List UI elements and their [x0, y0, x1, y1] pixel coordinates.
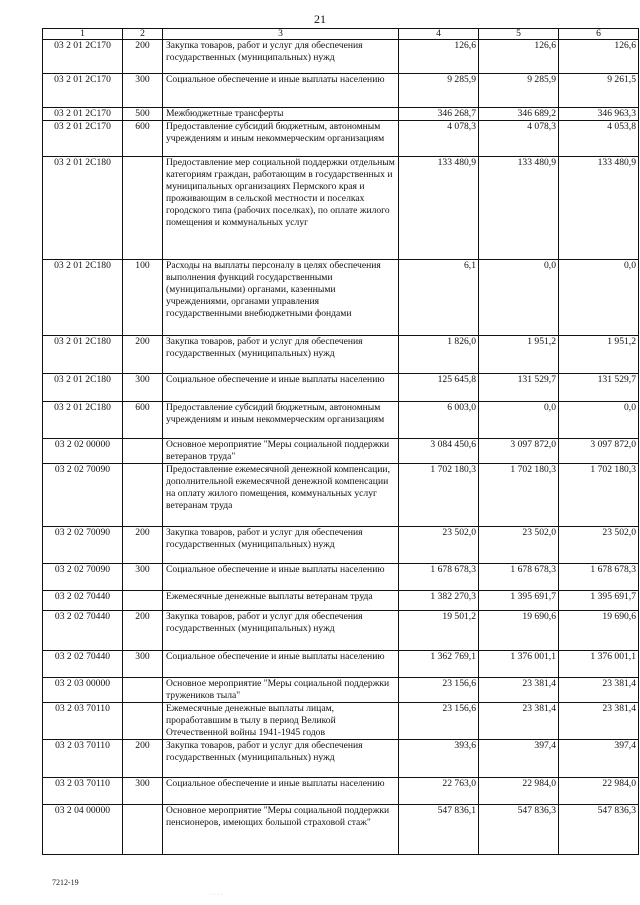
table-row	[43, 336, 639, 374]
row-code: 03 2 02 00000	[43, 439, 123, 464]
row-name: Социальное обеспечение и иные выплаты населению	[163, 374, 399, 402]
row-value-col5: 4 078,3	[479, 121, 559, 157]
row-expense-type	[123, 591, 163, 611]
row-value-col6: 346 963,3	[559, 108, 639, 121]
row-value-col6: 547 836,3	[559, 805, 639, 855]
table-row	[43, 740, 639, 778]
row-value-col6: 23 381,4	[559, 678, 639, 703]
row-value-col4: 1 678 678,3	[399, 564, 479, 591]
row-value-col5: 23 381,4	[479, 678, 559, 703]
row-value-col5: 547 836,3	[479, 805, 559, 855]
scan-mark: · · · ·	[210, 892, 223, 898]
row-value-col4: 4 078,3	[399, 121, 479, 157]
row-value-col5: 0,0	[479, 260, 559, 336]
row-code: 03 2 01 2С170	[43, 40, 123, 74]
row-value-col6: 23 381,4	[559, 703, 639, 740]
table-body	[43, 40, 639, 855]
row-value-col6: 4 053,8	[559, 121, 639, 157]
row-name: Предоставление ежемесячной денежной компенсации, дополнительной ежемесячной денежной компенсации на оплату жилого помещения, коммунальных услуг ветеранам труда	[163, 464, 399, 527]
row-value-col4: 22 763,0	[399, 778, 479, 805]
table-row	[43, 157, 639, 260]
row-value-col6: 3 097 872,0	[559, 439, 639, 464]
table-row	[43, 564, 639, 591]
row-name: Закупка товаров, работ и услуг для обеспечения государственных (муниципальных) нужд	[163, 740, 399, 778]
row-value-col5: 3 097 872,0	[479, 439, 559, 464]
row-expense-type: 100	[123, 260, 163, 336]
row-value-col6: 1 678 678,3	[559, 564, 639, 591]
row-code: 03 2 01 2С180	[43, 260, 123, 336]
row-value-col5: 131 529,7	[479, 374, 559, 402]
row-code: 03 2 04 00000	[43, 805, 123, 855]
column-number: 6	[559, 29, 639, 40]
table-row	[43, 74, 639, 108]
row-value-col5: 19 690,6	[479, 611, 559, 651]
row-code: 03 2 01 2С180	[43, 336, 123, 374]
row-code: 03 2 01 2С170	[43, 121, 123, 157]
table-row	[43, 805, 639, 855]
row-value-col4: 346 268,7	[399, 108, 479, 121]
row-code: 03 2 01 2С180	[43, 402, 123, 439]
row-value-col6: 23 502,0	[559, 527, 639, 564]
row-value-col4: 125 645,8	[399, 374, 479, 402]
row-expense-type: 500	[123, 108, 163, 121]
table-row	[43, 703, 639, 740]
row-value-col5: 126,6	[479, 40, 559, 74]
row-expense-type: 200	[123, 527, 163, 564]
row-code: 03 2 01 2С170	[43, 108, 123, 121]
row-name: Предоставление мер социальной поддержки отдельным категориям граждан, работающим в государственных и муниципальных организациях Пермского края и проживающим в сельской местности и поселках городского типа (рабочих поселках), по оплате жилого помещения и коммунальных услуг	[163, 157, 399, 260]
row-code: 03 2 03 70110	[43, 703, 123, 740]
row-value-col6: 1 395 691,7	[559, 591, 639, 611]
row-value-col4: 1 382 270,3	[399, 591, 479, 611]
row-value-col6: 0,0	[559, 402, 639, 439]
row-value-col6: 9 261,5	[559, 74, 639, 108]
row-code: 03 2 02 70440	[43, 611, 123, 651]
row-value-col4: 393,6	[399, 740, 479, 778]
row-value-col4: 6,1	[399, 260, 479, 336]
row-value-col5: 346 689,2	[479, 108, 559, 121]
row-value-col5: 23 502,0	[479, 527, 559, 564]
row-expense-type	[123, 678, 163, 703]
row-expense-type	[123, 805, 163, 855]
row-name: Основное мероприятие "Меры социальной поддержки ветеранов труда"	[163, 439, 399, 464]
column-number-row	[43, 29, 639, 40]
row-code: 03 2 02 70440	[43, 651, 123, 678]
row-code: 03 2 02 70440	[43, 591, 123, 611]
table-row	[43, 651, 639, 678]
row-code: 03 2 01 2С180	[43, 157, 123, 260]
row-value-col5: 133 480,9	[479, 157, 559, 260]
row-value-col4: 1 362 769,1	[399, 651, 479, 678]
table-row	[43, 439, 639, 464]
row-name: Основное мероприятие "Меры социальной поддержки пенсионеров, имеющих большой страховой стаж"	[163, 805, 399, 855]
row-expense-type: 600	[123, 402, 163, 439]
row-name: Закупка товаров, работ и услуг для обеспечения государственных (муниципальных) нужд	[163, 611, 399, 651]
row-code: 03 2 03 70110	[43, 740, 123, 778]
row-value-col5: 1 376 001,1	[479, 651, 559, 678]
page-number: 21	[314, 12, 326, 26]
row-name: Ежемесячные денежные выплаты ветеранам труда	[163, 591, 399, 611]
row-value-col4: 133 480,9	[399, 157, 479, 260]
row-value-col6: 133 480,9	[559, 157, 639, 260]
row-name: Социальное обеспечение и иные выплаты населению	[163, 651, 399, 678]
row-value-col6: 22 984,0	[559, 778, 639, 805]
row-value-col4: 23 502,0	[399, 527, 479, 564]
row-value-col4: 23 156,6	[399, 678, 479, 703]
row-name: Социальное обеспечение и иные выплаты населению	[163, 564, 399, 591]
row-value-col4: 1 702 180,3	[399, 464, 479, 527]
row-value-col6: 126,6	[559, 40, 639, 74]
row-code: 03 2 03 00000	[43, 678, 123, 703]
row-value-col6: 1 951,2	[559, 336, 639, 374]
row-name: Социальное обеспечение и иные выплаты населению	[163, 74, 399, 108]
row-expense-type	[123, 464, 163, 527]
row-value-col6: 1 376 001,1	[559, 651, 639, 678]
table-row	[43, 108, 639, 121]
row-name: Ежемесячные денежные выплаты лицам, проработавшим в тылу в период Великой Отечественной войны 1941-1945 годов	[163, 703, 399, 740]
table-row	[43, 527, 639, 564]
row-name: Предоставление субсидий бюджетным, автономным учреждениям и иным некоммерческим организациям	[163, 121, 399, 157]
row-value-col6: 1 702 180,3	[559, 464, 639, 527]
column-number: 4	[399, 29, 479, 40]
row-name: Закупка товаров, работ и услуг для обеспечения государственных (муниципальных) нужд	[163, 40, 399, 74]
row-value-col4: 547 836,1	[399, 805, 479, 855]
row-value-col4: 23 156,6	[399, 703, 479, 740]
column-number: 1	[43, 29, 123, 40]
row-code: 03 2 03 70110	[43, 778, 123, 805]
column-number: 2	[123, 29, 163, 40]
row-expense-type: 300	[123, 374, 163, 402]
table-row	[43, 591, 639, 611]
row-value-col4: 1 826,0	[399, 336, 479, 374]
row-value-col5: 0,0	[479, 402, 559, 439]
table-row	[43, 611, 639, 651]
row-value-col4: 3 084 450,6	[399, 439, 479, 464]
row-code: 03 2 02 70090	[43, 464, 123, 527]
row-name: Межбюджетные трансферты	[163, 108, 399, 121]
row-value-col5: 397,4	[479, 740, 559, 778]
row-value-col4: 9 285,9	[399, 74, 479, 108]
row-expense-type: 200	[123, 740, 163, 778]
row-name: Социальное обеспечение и иные выплаты населению	[163, 778, 399, 805]
row-code: 03 2 02 70090	[43, 564, 123, 591]
table-row	[43, 678, 639, 703]
table-row	[43, 121, 639, 157]
row-expense-type: 300	[123, 564, 163, 591]
row-value-col6: 397,4	[559, 740, 639, 778]
column-number: 5	[479, 29, 559, 40]
row-name: Расходы на выплаты персоналу в целях обеспечения выполнения функций государственными (муниципальными) органами, казенными учреждениями, органами управления государственными внебюджетными фондами	[163, 260, 399, 336]
row-value-col4: 126,6	[399, 40, 479, 74]
row-value-col5: 1 395 691,7	[479, 591, 559, 611]
row-code: 03 2 01 2С180	[43, 374, 123, 402]
row-name: Предоставление субсидий бюджетным, автономным учреждениям и иным некоммерческим организациям	[163, 402, 399, 439]
table-row	[43, 402, 639, 439]
budget-table	[42, 28, 639, 855]
row-value-col4: 6 003,0	[399, 402, 479, 439]
table-row	[43, 464, 639, 527]
row-code: 03 2 01 2С170	[43, 74, 123, 108]
column-number: 3	[163, 29, 399, 40]
row-expense-type: 600	[123, 121, 163, 157]
row-value-col6: 19 690,6	[559, 611, 639, 651]
row-value-col5: 1 702 180,3	[479, 464, 559, 527]
row-value-col5: 9 285,9	[479, 74, 559, 108]
row-name: Закупка товаров, работ и услуг для обеспечения государственных (муниципальных) нужд	[163, 336, 399, 374]
row-expense-type: 200	[123, 40, 163, 74]
row-expense-type: 300	[123, 778, 163, 805]
table-row	[43, 40, 639, 74]
row-expense-type: 200	[123, 611, 163, 651]
row-code: 03 2 02 70090	[43, 527, 123, 564]
row-expense-type: 200	[123, 336, 163, 374]
footer-stamp: 7212-19	[52, 878, 79, 887]
row-name: Закупка товаров, работ и услуг для обеспечения государственных (муниципальных) нужд	[163, 527, 399, 564]
table-row	[43, 260, 639, 336]
row-expense-type: 300	[123, 74, 163, 108]
row-value-col5: 1 678 678,3	[479, 564, 559, 591]
row-value-col4: 19 501,2	[399, 611, 479, 651]
row-expense-type	[123, 703, 163, 740]
row-value-col6: 0,0	[559, 260, 639, 336]
table-row	[43, 778, 639, 805]
row-value-col6: 131 529,7	[559, 374, 639, 402]
row-expense-type	[123, 157, 163, 260]
row-name: Основное мероприятие "Меры социальной поддержки тружеников тыла"	[163, 678, 399, 703]
table-row	[43, 374, 639, 402]
row-value-col5: 22 984,0	[479, 778, 559, 805]
row-value-col5: 23 381,4	[479, 703, 559, 740]
row-expense-type: 300	[123, 651, 163, 678]
row-value-col5: 1 951,2	[479, 336, 559, 374]
row-expense-type	[123, 439, 163, 464]
